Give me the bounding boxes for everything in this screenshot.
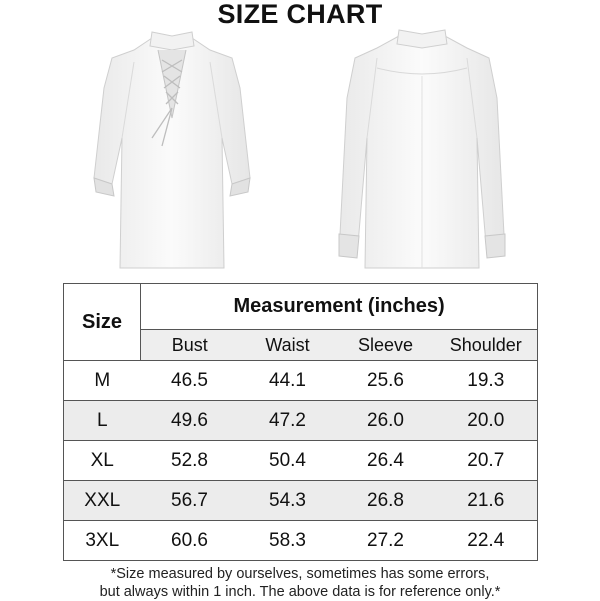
shoulder-cell: 19.3 — [435, 361, 538, 401]
table-row — [64, 401, 538, 441]
disclaimer-line-2: but always within 1 inch. The above data is for reference only.* — [99, 584, 501, 600]
size-table — [63, 283, 538, 561]
column-header-shoulder: Shoulder — [435, 330, 538, 361]
table-row — [64, 521, 538, 561]
column-header-waist: Waist — [239, 330, 337, 361]
bust-cell: 46.5 — [141, 361, 239, 401]
column-header-sleeve: Sleeve — [337, 330, 435, 361]
product-photos — [0, 28, 600, 272]
table-row — [64, 441, 538, 481]
waist-cell: 47.2 — [239, 401, 337, 441]
table-row — [64, 481, 538, 521]
sleeve-cell: 25.6 — [337, 361, 435, 401]
waist-cell: 54.3 — [239, 481, 337, 521]
table-row — [64, 361, 538, 401]
size-cell: L — [64, 401, 141, 441]
sleeve-cell: 27.2 — [337, 521, 435, 561]
bust-cell: 60.6 — [141, 521, 239, 561]
back-shirt-image — [327, 28, 517, 272]
bust-cell: 56.7 — [141, 481, 239, 521]
waist-cell: 50.4 — [239, 441, 337, 481]
bust-cell: 49.6 — [141, 401, 239, 441]
size-cell: 3XL — [64, 521, 141, 561]
shoulder-cell: 21.6 — [435, 481, 538, 521]
sleeve-cell: 26.8 — [337, 481, 435, 521]
size-cell: XXL — [64, 481, 141, 521]
shoulder-cell: 22.4 — [435, 521, 538, 561]
waist-cell: 44.1 — [239, 361, 337, 401]
front-shirt-image — [82, 28, 262, 272]
size-header: Size — [64, 284, 141, 361]
measurement-header: Measurement (inches) — [141, 284, 538, 330]
shoulder-cell: 20.7 — [435, 441, 538, 481]
disclaimer-line-1: *Size measured by ourselves, sometimes has some errors, — [110, 566, 490, 582]
size-chart-title: SIZE CHART — [217, 0, 383, 29]
sleeve-cell: 26.4 — [337, 441, 435, 481]
size-cell: XL — [64, 441, 141, 481]
waist-cell: 58.3 — [239, 521, 337, 561]
sleeve-cell: 26.0 — [337, 401, 435, 441]
bust-cell: 52.8 — [141, 441, 239, 481]
size-cell: M — [64, 361, 141, 401]
column-header-bust: Bust — [141, 330, 239, 361]
shoulder-cell: 20.0 — [435, 401, 538, 441]
size-disclaimer — [0, 565, 600, 601]
